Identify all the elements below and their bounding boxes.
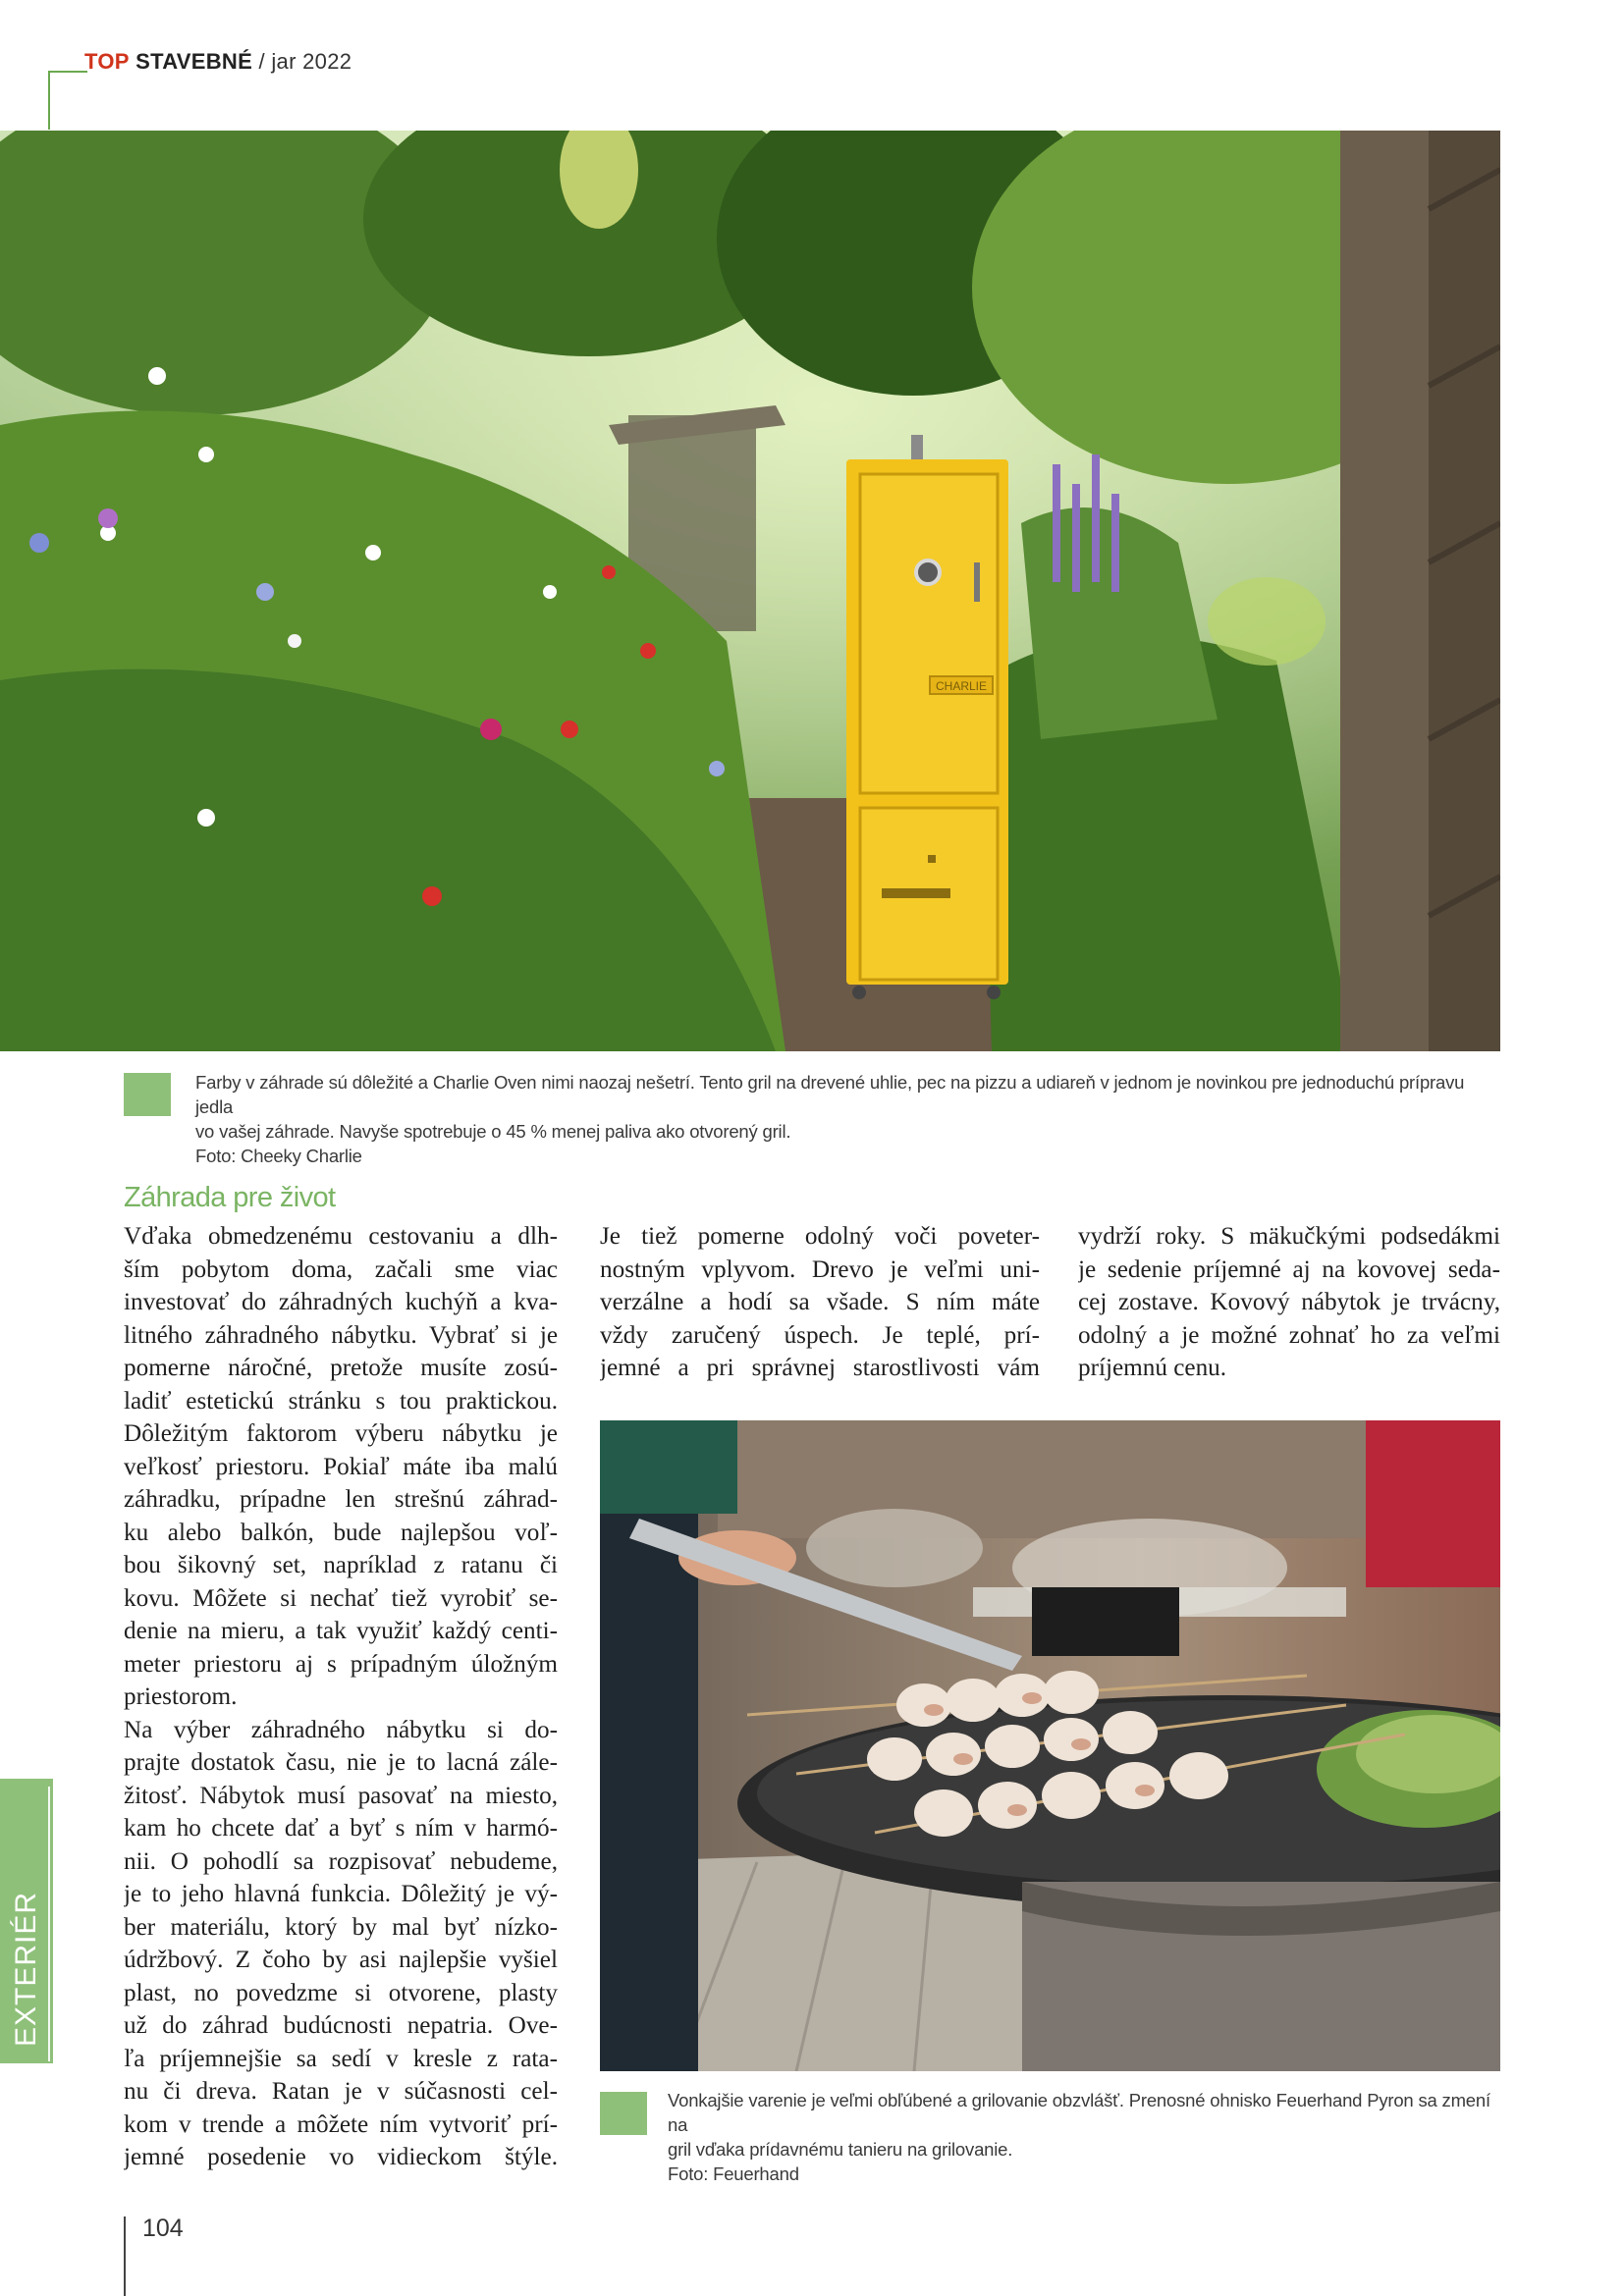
article-heading: Záhrada pre život: [124, 1182, 336, 1213]
text-line: ľa príjemnejšie sa sedí v kresle z rata-: [124, 2045, 558, 2072]
text-line: nu či dreva. Ratan je v súčasnosti cel-: [124, 2078, 558, 2105]
text-line: Na výber záhradného nábytku si do-: [124, 1716, 558, 1743]
text-line: cej zostave. Kovový nábytok je trvácny,: [1078, 1289, 1500, 1315]
text-line: jemné a pri správnej starostlivosti vám: [600, 1355, 1040, 1381]
text-line: investovať do záhradných kuchýň a kva-: [124, 1289, 558, 1315]
header-separator: /: [258, 49, 265, 74]
text-line: odolný a je možné zohnať ho za veľmi: [1078, 1321, 1500, 1349]
caption-line: gril vďaka prídavnému tanieru na grilovanie.: [668, 2139, 1013, 2160]
magazine-brand-top: TOP: [84, 49, 130, 74]
footer-rule: [124, 2216, 126, 2296]
text-line: ber materiálu, ktorý by mal byť nízko-: [124, 1913, 558, 1941]
header-rule-vertical: [48, 71, 50, 130]
text-line: denie na mieru, a tak využiť každý centi-: [124, 1618, 558, 1644]
text-line: už do záhrad budúcnosti nepatria. Ove-: [124, 2012, 558, 2039]
text-line: je sedenie príjemné aj na kovovej seda-: [1078, 1255, 1500, 1283]
text-line: nostným vplyvom. Drevo je veľmi uni-: [600, 1255, 1040, 1283]
magazine-brand-stavebne: STAVEBNÉ: [135, 49, 253, 74]
text-line: Dôležitým faktorom výberu nábytku je: [124, 1420, 558, 1447]
article-column-1: [124, 1220, 558, 2174]
caption-marker: [600, 2092, 647, 2135]
text-line: verzálne a hodí sa všade. S ním máte: [600, 1289, 1040, 1315]
caption-line: Farby v záhrade sú dôležité a Charlie Oven nimi naozaj nešetrí. Tento gril na drevené uhlie, pec na pizzu a udiareň v jednom je novinkou pre jednoduchú prípravu jedla: [195, 1072, 1465, 1117]
running-header: [84, 49, 352, 75]
text-line: údržbový. Z čoho by asi najlepšie vyšiel: [124, 1947, 558, 1973]
text-line: žitosť. Nábytok musí pasovať na miesto,: [124, 1782, 558, 1809]
text-line: Vďaka obmedzenému cestovaniu a dlh-: [124, 1223, 558, 1250]
text-line: ku alebo balkón, bude najlepšou voľ-: [124, 1519, 558, 1546]
text-line: ladiť estetickú stránku s tou praktickou.: [124, 1387, 558, 1415]
article-column-2: [600, 1220, 1040, 1385]
text-line: vydrží roky. S mäkučkými podsedákmi: [1078, 1223, 1500, 1250]
section-tab-label: EXTERIÉR: [10, 1891, 42, 2047]
text-line: príjemnú cenu.: [1078, 1355, 1227, 1381]
text-line: ším pobytom doma, začali sme viac: [124, 1255, 558, 1283]
issue-label: jar 2022: [271, 49, 352, 74]
photo-caption-2: [668, 2088, 1500, 2186]
text-line: priestorom.: [124, 1683, 238, 1710]
text-line: Je tiež pomerne odolný voči poveter-: [600, 1223, 1040, 1250]
text-line: veľkosť priestoru. Pokiaľ máte iba malú: [124, 1453, 558, 1480]
text-line: plast, no povedzme si otvorene, plasty: [124, 1979, 558, 2006]
caption-line: vo vašej záhrade. Navyše spotrebuje o 45 % menej paliva ako otvorený gril.: [195, 1121, 791, 1142]
grill-photo: [600, 1420, 1500, 2071]
oven-brand-label: CHARLIE: [935, 679, 988, 693]
text-line: litného záhradného nábytku. Vybrať si je: [124, 1321, 558, 1349]
text-line: nii. O pohodlí sa rozpisovať nebudeme,: [124, 1847, 558, 1875]
text-line: vždy zaručený úspech. Je teplé, prí-: [600, 1321, 1040, 1349]
text-line: jemné posedenie vo vidieckom štýle.: [124, 2144, 558, 2170]
text-line: prajte dostatok času, nie je to lacná zále-: [124, 1749, 558, 1776]
photo-caption-1: [195, 1070, 1500, 1168]
text-line: bou šikovný set, napríklad z ratanu či: [124, 1552, 558, 1578]
text-line: meter priestoru aj s prípadným úložným: [124, 1650, 558, 1678]
article-column-3: [1078, 1220, 1500, 1385]
text-line: kovu. Môžete si nechať tiež vyrobiť se-: [124, 1584, 558, 1612]
caption-line: Vonkajšie varenie je veľmi obľúbené a grilovanie obzvlášť. Prenosné ohnisko Feuerhand Pyron sa zmení na: [668, 2090, 1490, 2135]
photo-credit: Foto: Cheeky Charlie: [195, 1146, 362, 1166]
grill-illustration: [600, 1420, 1500, 2071]
garden-oven-illustration: [0, 131, 1500, 1051]
page-number: 104: [142, 2215, 184, 2242]
section-tab-rule: [48, 1787, 50, 2061]
text-line: je to jeho hlavná funkcia. Dôležitý je vý-: [124, 1881, 558, 1907]
caption-marker: [124, 1073, 171, 1116]
header-rule-horizontal: [48, 71, 87, 73]
text-line: kom v trende a môžete ním vytvoriť prí-: [124, 2110, 558, 2138]
photo-credit: Foto: Feuerhand: [668, 2163, 799, 2184]
text-line: kam ho chcete dať a byť s ním v harmó-: [124, 1815, 558, 1842]
text-line: pomerne náročné, pretože musíte zosú-: [124, 1355, 558, 1381]
text-line: záhradku, prípadne len strešnú záhrad-: [124, 1486, 558, 1513]
garden-oven-photo: [0, 131, 1500, 1051]
